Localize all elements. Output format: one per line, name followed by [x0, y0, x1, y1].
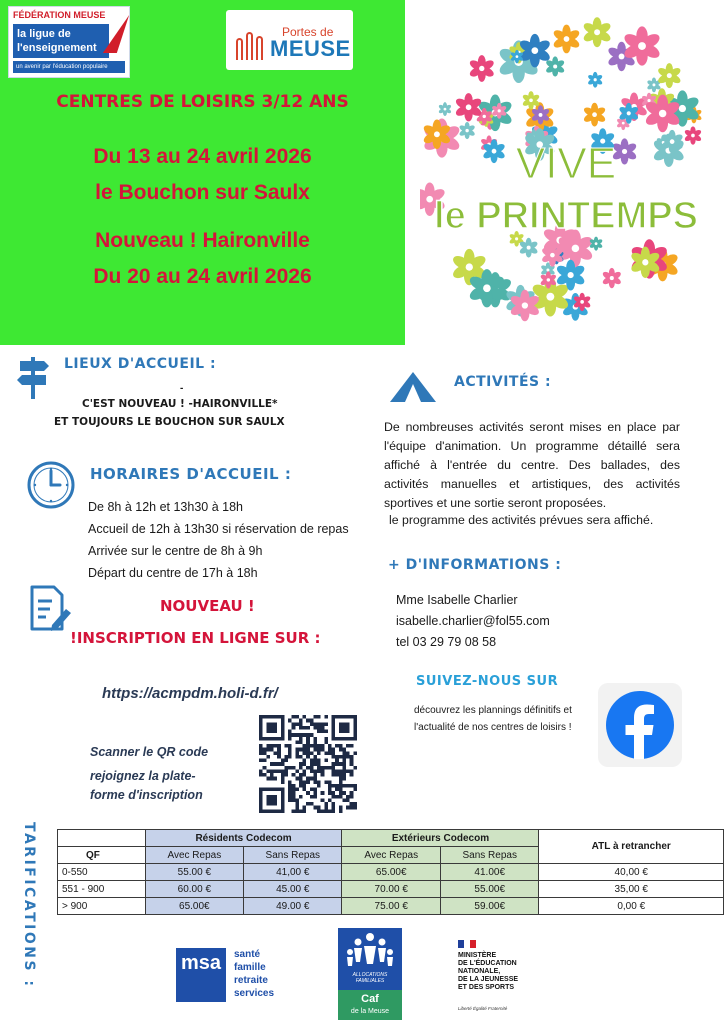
- ministere-line: DE L'ÉDUCATION: [458, 960, 517, 967]
- portes-line1: Portes de: [282, 25, 334, 39]
- portes-de-meuse-logo: [226, 10, 353, 70]
- ligue-enseignement-logo: [8, 6, 130, 78]
- msa-logo: [176, 948, 288, 1002]
- tarifs-table: [57, 829, 724, 915]
- informations-title: + D'INFORMATIONS :: [388, 557, 562, 573]
- tent-icon: [388, 370, 438, 404]
- atl-header: ATL à retrancher: [539, 830, 724, 864]
- activites-description: De nombreuses activités seront mises en place par l'équipe d'animation. Un programme détaillé sera affiché à l'entrée du centre. Des ballades, des activités manuelles et artistiques, des activités sportives et une sortie seront proposées.: [384, 420, 680, 510]
- caf-logo: [338, 928, 402, 1020]
- contact-phone: tel 03 29 79 08 58: [396, 635, 497, 649]
- atl-cell: 35,00 €: [539, 881, 724, 898]
- qr-instruction-2: rejoignez la plate-: [90, 769, 196, 783]
- msa-word: retraite: [234, 975, 268, 986]
- qf-cell: > 900: [58, 898, 146, 915]
- table-corner: [58, 830, 146, 847]
- portes-arches-icon: [236, 30, 272, 60]
- centres-title: CENTRES DE LOISIRS 3/12 ANS: [56, 92, 349, 112]
- ext-avec-cell: 70.00 €: [342, 881, 441, 898]
- ministere-line: DE LA JEUNESSE: [458, 976, 519, 983]
- ministere-line: ET DES SPORTS: [458, 984, 515, 991]
- atl-cell: 40,00 €: [539, 864, 724, 881]
- caf-family-icon: [338, 928, 402, 972]
- logo-tagline: un avenir par l'éducation populaire: [13, 61, 125, 73]
- ministere-logo: [458, 940, 548, 1016]
- facebook-icon[interactable]: [598, 683, 682, 767]
- res-sans-header: Sans Repas: [244, 847, 342, 864]
- logo-federation-text: FÉDÉRATION MEUSE: [13, 10, 106, 20]
- ministere-text: [458, 952, 518, 992]
- ext-sans-cell: 59.00€: [440, 898, 539, 915]
- lieux-bouchon: ET TOUJOURS LE BOUCHON SUR SAULX: [54, 416, 285, 428]
- msa-word: famille: [234, 962, 266, 973]
- caf-top-text: [338, 972, 402, 984]
- french-flag-icon: [458, 940, 476, 948]
- activites-title: ACTIVITÉS :: [454, 374, 552, 390]
- vive-le-printemps-illustration: [420, 10, 712, 328]
- table-row: [58, 898, 724, 915]
- ext-sans-header: Sans Repas: [440, 847, 539, 864]
- caf-name: Caf: [361, 993, 379, 1005]
- qf-cell: 0-550: [58, 864, 146, 881]
- caf-top-line1: ALLOCATIONS: [352, 972, 388, 978]
- suivez-description: découvrez les plannings définitifs et l'actualité de nos centres de loisirs !: [414, 705, 572, 733]
- clock-icon: [26, 460, 76, 510]
- activites-programme: le programme des activités prévues sera affiché.: [389, 513, 654, 527]
- tarifications-text: TARIFICATIONS :: [21, 822, 37, 989]
- qr-instruction-3: forme d'inscription: [90, 788, 203, 802]
- table-row: [58, 881, 724, 898]
- ext-sans-cell: 55.00€: [440, 881, 539, 898]
- lieux-dash: -: [180, 383, 184, 394]
- ext-sans-cell: 41.00€: [440, 864, 539, 881]
- horaire-item: Départ du centre de 17h à 18h: [88, 566, 258, 580]
- signpost-icon: [16, 355, 50, 401]
- form-edit-icon: [28, 583, 72, 633]
- ext-avec-cell: 75.00 €: [342, 898, 441, 915]
- place-bouchon: le Bouchon sur Saulx: [95, 181, 310, 204]
- horaire-item: Accueil de 12h à 13h30 si réservation de repas: [88, 522, 349, 536]
- qr-instruction-1: Scanner le QR code: [90, 745, 209, 759]
- suivez-title: SUIVEZ-NOUS SUR: [416, 674, 559, 689]
- res-avec-header: Avec Repas: [145, 847, 244, 864]
- horaires-list: [88, 496, 349, 584]
- table-row: [58, 864, 724, 881]
- ministere-line: MINISTÈRE: [458, 952, 497, 959]
- atl-cell: 0,00 €: [539, 898, 724, 915]
- ministere-line: NATIONALE,: [458, 968, 501, 975]
- ministere-motto: Liberté Égalité Fraternité: [458, 1006, 508, 1011]
- portes-line2: MEUSE: [270, 36, 351, 61]
- qr-code-icon[interactable]: [254, 715, 362, 813]
- group-exterieurs: Extérieurs Codecom: [342, 830, 539, 847]
- logo-line2: l'enseignement: [17, 42, 97, 54]
- horaire-item: Arrivée sur le centre de 8h à 9h: [88, 544, 263, 558]
- res-sans-cell: 41,00 €: [244, 864, 342, 881]
- qf-header: QF: [58, 847, 146, 864]
- dates-bouchon: Du 13 au 24 avril 2026: [93, 145, 312, 168]
- inscription-title: !INSCRIPTION EN LIGNE SUR :: [70, 629, 321, 647]
- horaire-item: De 8h à 12h et 13h30 à 18h: [88, 500, 243, 514]
- lieux-haironville: C'EST NOUVEAU ! -HAIRONVILLE*: [82, 398, 278, 410]
- ext-avec-header: Avec Repas: [342, 847, 441, 864]
- caf-top: [338, 928, 402, 986]
- contact-email-link[interactable]: isabelle.charlier@fol55.com: [396, 614, 550, 628]
- contact-info: [396, 590, 550, 653]
- lieux-title: LIEUX D'ACCUEIL :: [64, 356, 217, 372]
- logo-band: [13, 24, 109, 58]
- caf-region: de la Meuse: [350, 1008, 390, 1015]
- spring-word2: le PRINTEMPS: [434, 195, 698, 237]
- logo-line1: la ligue de: [17, 28, 71, 40]
- horaires-title: HORAIRES D'ACCUEIL :: [90, 465, 292, 483]
- qf-cell: 551 - 900: [58, 881, 146, 898]
- spring-word1: VIVE: [515, 139, 617, 188]
- group-residents: Résidents Codecom: [145, 830, 342, 847]
- nouveau-haironville: Nouveau ! Haironville: [95, 229, 310, 252]
- inscription-url-link[interactable]: https://acmpdm.holi-d.fr/: [102, 685, 278, 702]
- res-avec-cell: 60.00 €: [145, 881, 244, 898]
- msa-words: [234, 948, 274, 1000]
- res-avec-cell: 55.00 €: [145, 864, 244, 881]
- tarifications-label: [18, 822, 38, 989]
- caf-top-line2: FAMILIALES: [355, 978, 385, 984]
- msa-mark: msa: [176, 948, 226, 1002]
- res-avec-cell: 65.00€: [145, 898, 244, 915]
- ext-avec-cell: 65.00€: [342, 864, 441, 881]
- msa-word: santé: [234, 949, 261, 960]
- res-sans-cell: 49.00 €: [244, 898, 342, 915]
- caf-bottom: [338, 990, 402, 1020]
- dates-haironville: Du 20 au 24 avril 2026: [93, 265, 312, 288]
- res-sans-cell: 45.00 €: [244, 881, 342, 898]
- nouveau-label: NOUVEAU !: [160, 597, 255, 615]
- contact-name: Mme Isabelle Charlier: [396, 593, 518, 607]
- msa-word: services: [234, 988, 275, 999]
